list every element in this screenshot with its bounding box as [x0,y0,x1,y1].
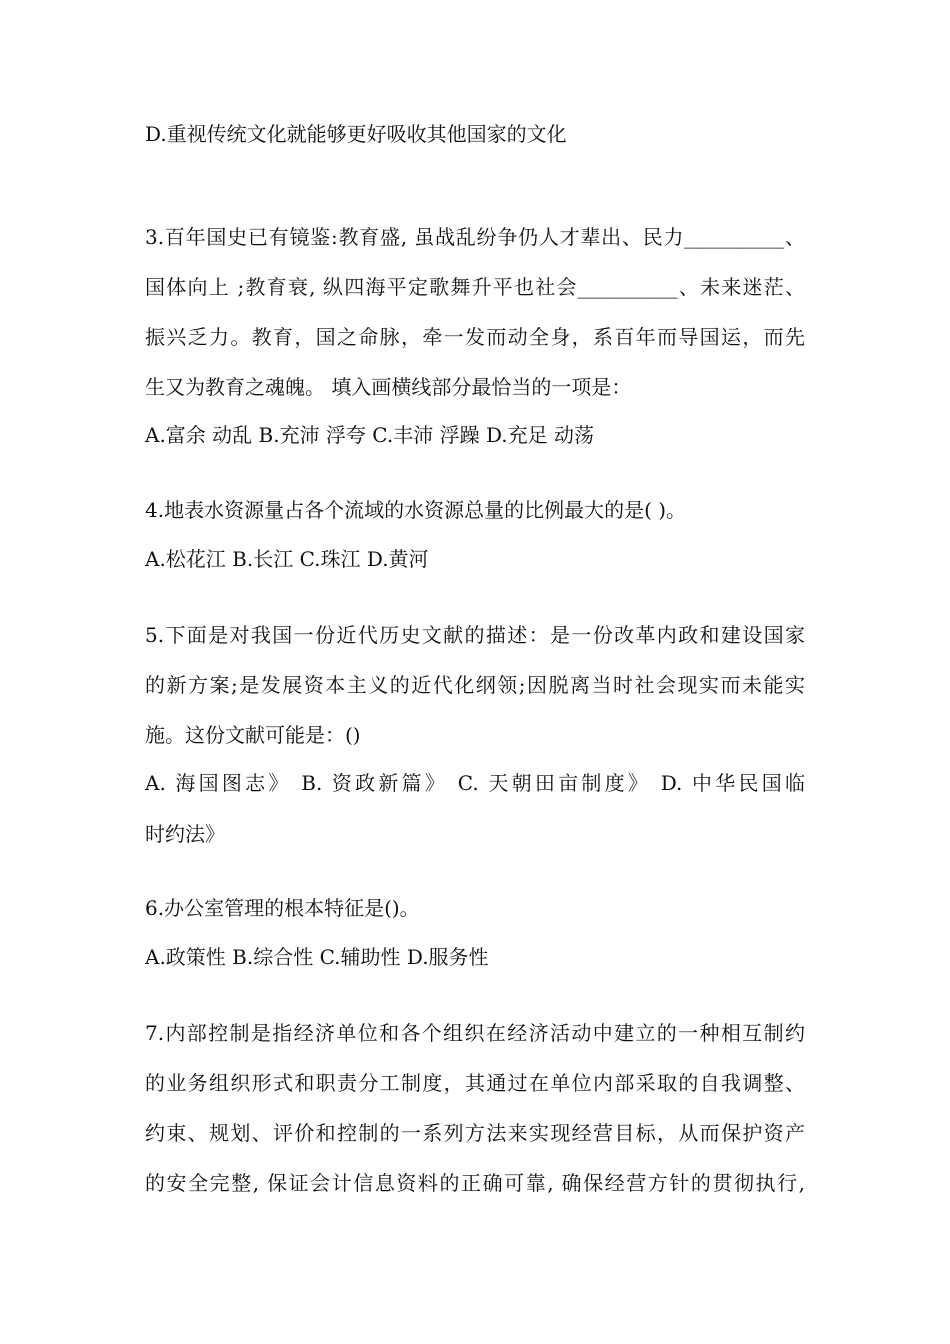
question-5-options-line-2: 时约法》 [145,822,225,846]
question-5-text-line-1: 5.下面是对我国一份近代历史文献的描述：是一份改革内政和建设国家 [145,623,805,647]
question-7-text-line-4: 的安全完整, 保证会计信息资料的正确可靠, 确保经营方针的贯彻执行, [145,1171,805,1195]
question-3-text-line-2: 国体向上 ;教育衰, 纵四海平定歌舞升平也社会__________、未来迷茫、 [145,275,805,299]
question-6-options: A.政策性 B.综合性 C.辅助性 D.服务性 [145,945,489,969]
question-3-text-line-1: 3.百年国史已有镜鉴:教育盛, 虽战乱纷争仍人才辈出、民力__________、 [145,225,805,249]
question-7-text-line-2: 的业务组织形式和职责分工制度，其通过在单位内部采取的自我调整、 [145,1071,805,1095]
question-6-text: 6.办公室管理的根本特征是()。 [145,896,420,920]
question-4-options: A.松花江 B.长江 C.珠江 D.黄河 [145,547,429,571]
question-5-text-line-2: 的新方案;是发展资本主义的近代化纲领;因脱离当时社会现实而未能实 [145,673,805,697]
question-5-options-line-1: A. 海国图志》 B. 资政新篇》 C. 天朝田亩制度》 D. 中华民国临 [145,771,805,795]
question-3-text-line-4: 生又为教育之魂魄。 填入画横线部分最恰当的一项是： [145,375,632,399]
question-4-text: 4.地表水资源量占各个流域的水资源总量的比例最大的是( )。 [145,498,687,522]
question-3-options: A.富余 动乱 B.充沛 浮夸 C.丰沛 浮躁 D.充足 动荡 [145,423,594,447]
question-7-text-line-3: 约束、规划、评价和控制的一系列方法来实现经营目标，从而保护资产 [145,1121,805,1145]
question-5-text-line-3: 施。这份文献可能是：() [145,723,361,747]
question-3-text-line-3: 振兴乏力。教育，国之命脉，牵一发而动全身，系百年而导国运，而先 [145,325,805,349]
option-line: D.重视传统文化就能够更好吸收其他国家的文化 [145,122,567,146]
question-7-text-line-1: 7.内部控制是指经济单位和各个组织在经济活动中建立的一种相互制约 [145,1021,805,1045]
